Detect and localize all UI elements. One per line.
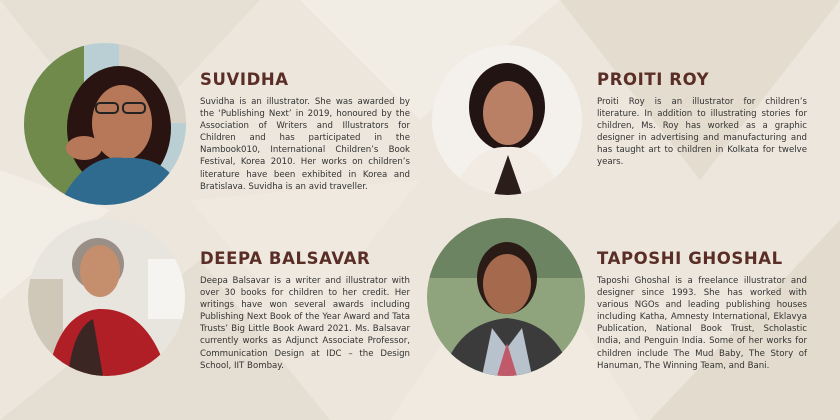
profile-name: PROITI ROY — [597, 70, 710, 89]
profile-bio: Deepa Balsavar is a writer and illustrator with over 30 books for children to her credit. Her writings have won several awards including Publishing Next Book of the Year Award and Tata Trusts’ Big Little Book Award 2021. Ms. Balsavar currently works as Adjunct Associate Professor, Communication Design at IDC – the Design School, IIT Bombay. — [200, 276, 410, 371]
portrait-deepa-balsavar — [28, 219, 185, 376]
profile-bio: Proiti Roy is an illustrator for children’s literature. In addition to illustrating stories for children, Ms. Roy has worked as a graphic designer in advertising and manufacturing and has taught art to children in Kolkata for twelve years. — [597, 97, 807, 168]
profile-name: SUVIDHA — [200, 70, 289, 89]
profile-bio: Taposhi Ghoshal is a freelance illustrator and designer since 1993. She has worked with various NGOs and leading publishing houses including Katha, Amnesty International, Eklavya Publication, National Book Trust, Scholastic India, and Penguin India. Some of her works for children include The Mud Baby, The Story of Hanuman, The Winning Team, and Bani. — [597, 276, 807, 371]
profile-name: DEEPA BALSAVAR — [200, 249, 371, 268]
portrait-proiti-roy — [432, 45, 582, 195]
portrait-taposhi-ghoshal — [427, 218, 585, 376]
profile-bio: Suvidha is an illustrator. She was awarded by the ‘Publishing Next’ in 2019, honoured by the Association of Writers and Illustrators for Children and has participated in the Nambook010, International Children’s Book Festival, Korea 2010. Her works on children’s literature have been exhibited in Korea and Bratislava. Suvidha is an avid traveller. — [200, 97, 410, 192]
portrait-suvidha — [24, 43, 186, 205]
profile-name: TAPOSHI GHOSHAL — [597, 249, 783, 268]
